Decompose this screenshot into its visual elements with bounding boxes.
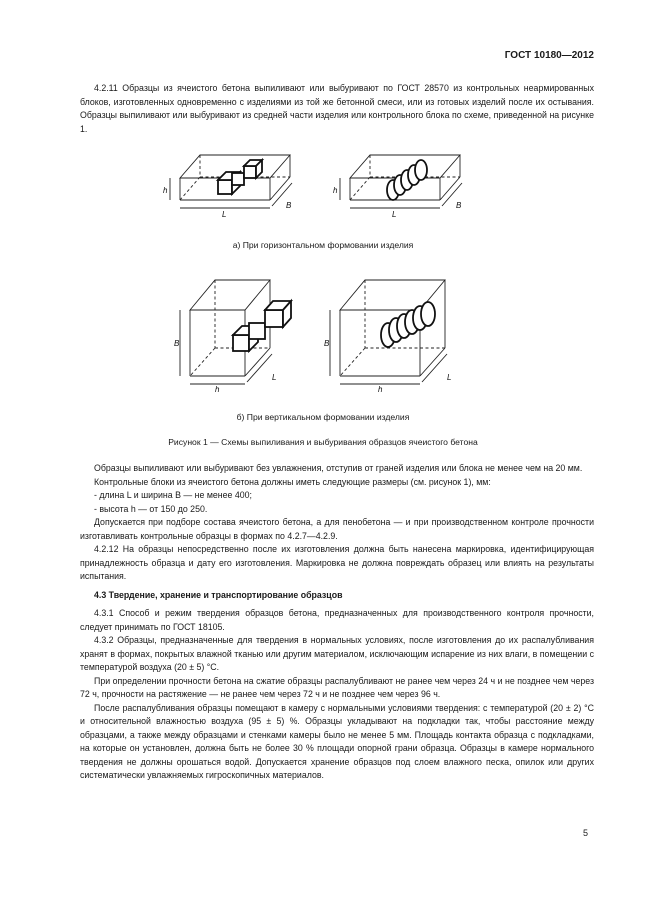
caption-b: б) При вертикальном формовании изделия [236, 412, 410, 422]
block-right-b [324, 280, 451, 394]
label-h-b1: h [215, 385, 220, 394]
label-L-a1: L [222, 210, 227, 219]
paragraph-4-2-11: 4.2.11 Образцы из ячеистого бетона выпиливают или выбуривают по ГОСТ 28570 из контрольных неармированных блоков, изготовленных одновременно с изделиями из той же бетонной смеси, или из готовых изделий после их остывания. Образцы выпиливают или выбуривают из средней части изделия или контрольного блока по схеме, приведенной на рисунке 1. [80, 83, 594, 134]
list-item-height: - высота h — от 150 до 250. [94, 503, 208, 514]
list-item-length: - длина L и ширина B — не менее 400; [94, 490, 252, 500]
figure-title: Рисунок 1 — Схемы выпиливания и выбуривания образцов ячеистого бетона [168, 437, 478, 447]
block-left-b [174, 280, 291, 394]
label-B-a2: B [456, 201, 462, 210]
label-L-b1: L [272, 373, 277, 382]
label-B-a1: B [286, 201, 292, 210]
block-left-a [163, 155, 292, 219]
label-h-a2: h [333, 186, 338, 195]
body-block [80, 462, 594, 783]
paragraph-4-3-2-b: При определении прочности бетона на сжатие образцы распалубливают не ранее чем через 24 ч и не позднее чем через 72 ч, прочности на растяжение — не ранее чем через 72 ч и не позднее чем через 96 ч. [80, 675, 594, 699]
figure-a-diagram [160, 150, 480, 230]
intro-block [80, 82, 594, 136]
label-L-a2: L [392, 210, 397, 219]
label-B-b1: B [174, 339, 180, 348]
label-h-b2: h [378, 385, 383, 394]
paragraph-4-2-12: 4.2.12 На образцы непосредственно после их изготовления должна быть нанесена маркировка, идентифицирующая принадлежность образца и дату его изготовления. Маркировка не должна повреждать образец или влиять на результаты испытания. [80, 544, 594, 581]
paragraph-after-2: Контрольные блоки из ячеистого бетона должны иметь следующие размеры (см. рисунок 1), мм: [94, 476, 491, 487]
label-L-b2: L [447, 373, 452, 382]
caption-a: а) При горизонтальном формовании изделия [232, 240, 414, 250]
paragraph-4-3-2-c: После распалубливания образцы помещают в камеру с нормальными условиями твердения: с температурой (20 ± 2) °С и относительной влажностью воздуха (95 ± 5) %. Образцы укладывают на подкладки так, чтобы расстояние между образцами, а также между образцами и стенками камеры было не менее 5 мм. Площадь контакта образца с подкладками, на которые он установлен, должна быть не более 30 % площади опорной грани образца. Образцы в камере нормального твердения не должны орошаться водой. Допускается хранение образцов под слоем влажного песка, опилок или других систематически увлажняемых гигроскопичных материалов. [80, 702, 594, 780]
paragraph-after-3: Допускается при подборе состава ячеистого бетона, а для пенобетона — и при производственном контроле прочности изготавливать контрольные образцы в формах по 4.2.7—4.2.9. [80, 517, 594, 541]
document-code: ГОСТ 10180—2012 [504, 50, 594, 61]
figure-b-diagram [170, 268, 480, 396]
page-number: 5 [582, 828, 588, 838]
paragraph-after-1: Образцы выпиливают или выбуривают без увлажнения, отступив от граней изделия или блока не менее чем на 20 мм. [94, 463, 583, 473]
section-title: 4.3 Твердение, хранение и транспортирование образцов [94, 589, 343, 600]
paragraph-4-3-2: 4.3.2 Образцы, предназначенные для твердения в нормальных условиях, после изготовления до их распалубливания хранят в формах, покрытых влажной тканью или другим материалом, исключающим испарение из них влаги, в помещении с температурой воздуха (20 ± 5) °С. [80, 635, 594, 672]
label-h-a1: h [163, 186, 168, 195]
label-B-b2: B [324, 339, 330, 348]
paragraph-4-3-1: 4.3.1 Способ и режим твердения образцов бетона, предназначенных для производственного контроля прочности, следует принимать по ГОСТ 18105. [80, 608, 594, 632]
block-right-a [333, 155, 462, 219]
